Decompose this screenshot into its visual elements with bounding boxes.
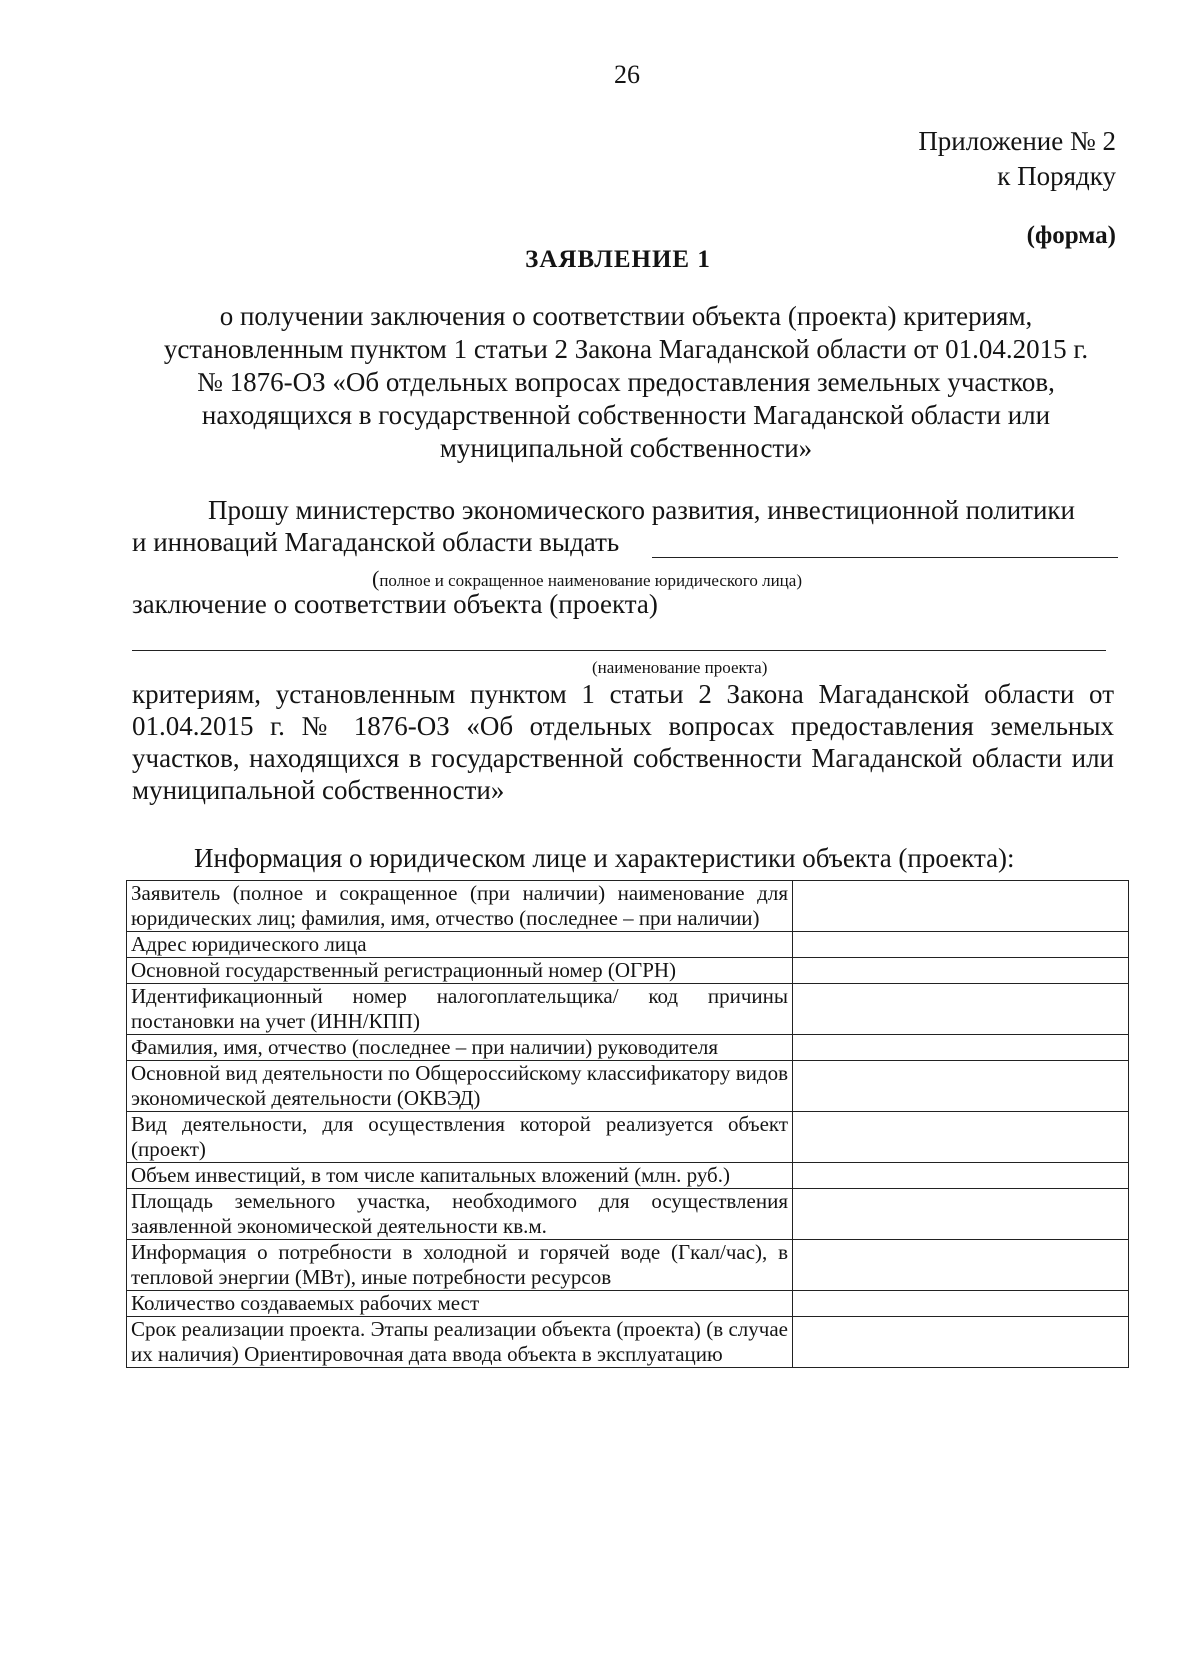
table-row [127, 1240, 1129, 1291]
table-row [127, 1317, 1129, 1368]
row-label: Идентификационный номер налогоплательщика/ код причины постановки на учет (ИНН/КПП) [127, 984, 793, 1035]
subtitle-line-2: установленным пунктом 1 статьи 2 Закона Магаданской области от 01.04.2015 г. [163, 334, 1089, 364]
caption-text: полное и сокращенное наименование юридического лица) [379, 571, 802, 590]
table-row [127, 1189, 1129, 1240]
table-row [127, 881, 1129, 932]
form-label: (форма) [1026, 222, 1116, 249]
table-row [127, 932, 1129, 958]
row-label: Заявитель (полное и сокращенное (при наличии) наименование для юридических лиц; фамилия, имя, отчество (последнее – при наличии) [127, 881, 793, 932]
row-value-field[interactable] [793, 958, 1129, 984]
row-value-field[interactable] [793, 1035, 1129, 1061]
document-subtitle [136, 300, 1116, 465]
row-label: Объем инвестиций, в том числе капитальных вложений (млн. руб.) [127, 1163, 793, 1189]
row-label: Площадь земельного участка, необходимого для осуществления заявленной экономической деятельности кв.м. [127, 1189, 793, 1240]
appendix-reference [918, 124, 1116, 194]
row-value-field[interactable] [793, 1061, 1129, 1112]
row-value-field[interactable] [793, 1163, 1129, 1189]
row-value-field[interactable] [793, 984, 1129, 1035]
project-name-caption: (наименование проекта) [592, 658, 768, 677]
appendix-line-2: к Порядку [997, 161, 1116, 191]
conclusion-line: заключение о соответствии объекта (проекта) [132, 589, 658, 619]
caption-open-paren: ( [372, 566, 380, 591]
project-name-blank[interactable] [132, 650, 1106, 651]
table-row [127, 958, 1129, 984]
row-label: Основной вид деятельности по Общероссийскому классификатору видов экономической деятельности (ОКВЭД) [127, 1061, 793, 1112]
row-value-field[interactable] [793, 1291, 1129, 1317]
info-heading: Информация о юридическом лице и характеристики объекта (проекта): [194, 843, 1015, 873]
organization-name-blank[interactable] [652, 557, 1118, 558]
table-row [127, 1163, 1129, 1189]
row-value-field[interactable] [793, 1189, 1129, 1240]
request-line-2: и инноваций Магаданской области выдать [132, 527, 620, 557]
row-label: Основной государственный регистрационный номер (ОГРН) [127, 958, 793, 984]
subtitle-line-1: о получении заключения о соответствии объекта (проекта) критериям, [219, 301, 1033, 331]
row-label: Количество создаваемых рабочих мест [127, 1291, 793, 1317]
row-value-field[interactable] [793, 932, 1129, 958]
criteria-paragraph: критериям, установленным пунктом 1 статьи 2 Закона Магаданской области от 01.04.2015 г. № 1876-ОЗ «Об отдельных вопросах предоставления земельных участков, находящихся в государственной собственности Магаданской области или муниципальной собственности» [132, 679, 1114, 805]
document-title: ЗАЯВЛЕНИЕ 1 [525, 246, 711, 273]
row-label: Адрес юридического лица [127, 932, 793, 958]
appendix-line-1: Приложение № 2 [918, 126, 1116, 156]
row-label: Срок реализации проекта. Этапы реализации объекта (проекта) (в случае их наличия) Ориентировочная дата ввода объекта в эксплуатацию [127, 1317, 793, 1368]
row-value-field[interactable] [793, 881, 1129, 932]
table-row [127, 1035, 1129, 1061]
row-value-field[interactable] [793, 1317, 1129, 1368]
row-value-field[interactable] [793, 1240, 1129, 1291]
subtitle-line-4: находящихся в государственной собственности Магаданской области или [201, 400, 1051, 430]
page-number: 26 [614, 60, 640, 89]
row-value-field[interactable] [793, 1112, 1129, 1163]
table-row [127, 1061, 1129, 1112]
subtitle-line-5: муниципальной собственности» [439, 433, 813, 463]
request-line-1: Прошу министерство экономического развития, инвестиционной политики [208, 495, 1075, 525]
table-row [127, 1112, 1129, 1163]
row-label: Информация о потребности в холодной и горячей воде (Гкал/час), в тепловой энергии (МВт), иные потребности ресурсов [127, 1240, 793, 1291]
row-label: Вид деятельности, для осуществления которой реализуется объект (проект) [127, 1112, 793, 1163]
table-row [127, 1291, 1129, 1317]
info-table [126, 880, 1129, 1368]
subtitle-line-3: № 1876-ОЗ «Об отдельных вопросах предоставления земельных участков, [197, 367, 1055, 397]
row-label: Фамилия, имя, отчество (последнее – при наличии) руководителя [127, 1035, 793, 1061]
table-row [127, 984, 1129, 1035]
